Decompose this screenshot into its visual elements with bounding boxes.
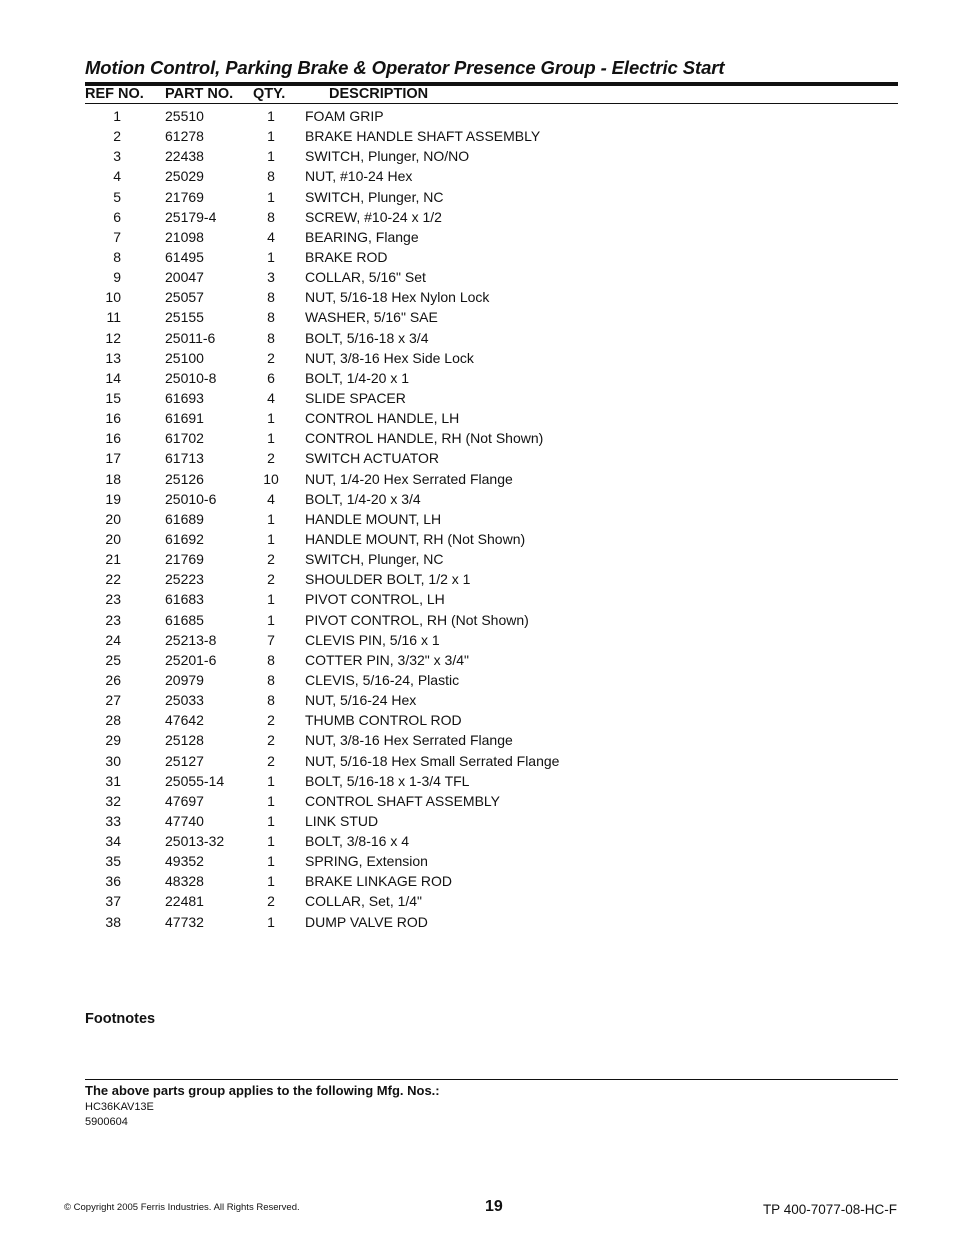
description-cell: PIVOT CONTROL, LH <box>305 591 445 608</box>
qty-cell: 10 <box>263 470 279 487</box>
part-no-cell: 25055-14 <box>165 772 225 789</box>
part-no-cell: 61685 <box>165 611 204 628</box>
table-row <box>0 771 954 791</box>
part-no-cell: 49352 <box>165 853 204 870</box>
qty-cell: 1 <box>267 913 275 930</box>
part-no-cell: 21769 <box>165 551 204 568</box>
qty-cell: 8 <box>267 692 275 709</box>
ref-no-cell: 30 <box>105 752 121 769</box>
qty-cell: 8 <box>267 329 275 346</box>
ref-no-cell: 6 <box>113 208 121 225</box>
table-row <box>0 871 954 891</box>
column-header-ref-no: REF NO. <box>85 86 144 102</box>
description-cell: BOLT, 1/4-20 x 1 <box>305 369 410 386</box>
table-row <box>0 428 954 448</box>
ref-no-cell: 14 <box>105 369 121 386</box>
ref-no-cell: 15 <box>105 389 121 406</box>
description-cell: CONTROL SHAFT ASSEMBLY <box>305 792 501 809</box>
table-row <box>0 328 954 348</box>
ref-no-cell: 2 <box>113 128 121 145</box>
table-row <box>0 267 954 287</box>
description-cell: HANDLE MOUNT, RH (Not Shown) <box>305 530 526 547</box>
table-row <box>0 106 954 126</box>
mfg-rule <box>85 1079 898 1080</box>
qty-cell: 1 <box>267 148 275 165</box>
table-row <box>0 287 954 307</box>
description-cell: THUMB CONTROL ROD <box>305 712 462 729</box>
ref-no-cell: 17 <box>105 450 121 467</box>
description-cell: NUT, 5/16-24 Hex <box>305 692 417 709</box>
ref-no-cell: 8 <box>113 248 121 265</box>
table-row <box>0 388 954 408</box>
qty-cell: 2 <box>267 752 275 769</box>
part-no-cell: 21769 <box>165 188 204 205</box>
description-cell: NUT, 3/8-16 Hex Side Lock <box>305 349 474 366</box>
table-row <box>0 146 954 166</box>
part-no-cell: 25010-6 <box>165 490 217 507</box>
copyright-notice: © Copyright 2005 Ferris Industries. All Rights Reserved. <box>64 1202 300 1213</box>
part-no-cell: 25033 <box>165 692 204 709</box>
description-cell: SLIDE SPACER <box>305 389 406 406</box>
qty-cell: 8 <box>267 309 275 326</box>
part-no-cell: 22438 <box>165 148 204 165</box>
ref-no-cell: 16 <box>105 410 121 427</box>
description-cell: COTTER PIN, 3/32" x 3/4" <box>305 651 469 668</box>
description-cell: NUT, 3/8-16 Hex Serrated Flange <box>305 732 513 749</box>
ref-no-cell: 5 <box>113 188 121 205</box>
description-cell: DUMP VALVE ROD <box>305 913 428 930</box>
table-row <box>0 509 954 529</box>
part-no-cell: 61683 <box>165 591 204 608</box>
qty-cell: 1 <box>267 853 275 870</box>
description-cell: COLLAR, 5/16" Set <box>305 269 426 286</box>
qty-cell: 1 <box>267 530 275 547</box>
qty-cell: 1 <box>267 833 275 850</box>
table-row <box>0 247 954 267</box>
ref-no-cell: 19 <box>105 490 121 507</box>
ref-no-cell: 10 <box>105 289 121 306</box>
table-row <box>0 207 954 227</box>
ref-no-cell: 4 <box>113 168 121 185</box>
part-no-cell: 25201-6 <box>165 651 217 668</box>
description-cell: BEARING, Flange <box>305 228 419 245</box>
table-row <box>0 751 954 771</box>
qty-cell: 1 <box>267 188 275 205</box>
description-cell: COLLAR, Set, 1/4" <box>305 893 423 910</box>
part-no-cell: 61702 <box>165 430 204 447</box>
qty-cell: 1 <box>267 792 275 809</box>
qty-cell: 8 <box>267 208 275 225</box>
part-no-cell: 25126 <box>165 470 204 487</box>
qty-cell: 4 <box>267 228 275 245</box>
description-cell: NUT, 1/4-20 Hex Serrated Flange <box>305 470 513 487</box>
table-row <box>0 126 954 146</box>
table-row <box>0 710 954 730</box>
part-no-cell: 25128 <box>165 732 204 749</box>
ref-no-cell: 35 <box>105 853 121 870</box>
page-title: Motion Control, Parking Brake & Operator Presence Group - Electric Start <box>85 57 725 78</box>
ref-no-cell: 26 <box>105 671 121 688</box>
table-row <box>0 831 954 851</box>
part-no-cell: 25100 <box>165 349 204 366</box>
description-cell: BOLT, 3/8-16 x 4 <box>305 833 410 850</box>
description-cell: CLEVIS, 5/16-24, Plastic <box>305 671 460 688</box>
ref-no-cell: 29 <box>105 732 121 749</box>
qty-cell: 1 <box>267 812 275 829</box>
ref-no-cell: 20 <box>105 510 121 527</box>
page-number: 19 <box>485 1198 503 1215</box>
part-no-cell: 25155 <box>165 309 204 326</box>
part-no-cell: 47642 <box>165 712 204 729</box>
part-no-cell: 61691 <box>165 410 204 427</box>
table-row <box>0 569 954 589</box>
description-cell: BOLT, 1/4-20 x 3/4 <box>305 490 421 507</box>
part-no-cell: 22481 <box>165 893 204 910</box>
description-cell: SPRING, Extension <box>305 853 428 870</box>
ref-no-cell: 12 <box>105 329 121 346</box>
mfg-number: 5900604 <box>85 1116 128 1128</box>
header-rule <box>85 103 898 104</box>
qty-cell: 6 <box>267 369 275 386</box>
qty-cell: 8 <box>267 168 275 185</box>
part-no-cell: 20047 <box>165 269 204 286</box>
ref-no-cell: 32 <box>105 792 121 809</box>
qty-cell: 2 <box>267 450 275 467</box>
description-cell: BOLT, 5/16-18 x 1-3/4 TFL <box>305 772 470 789</box>
table-row <box>0 912 954 932</box>
ref-no-cell: 16 <box>105 430 121 447</box>
description-cell: CONTROL HANDLE, RH (Not Shown) <box>305 430 544 447</box>
part-no-cell: 25223 <box>165 571 204 588</box>
part-no-cell: 61278 <box>165 128 204 145</box>
table-row <box>0 730 954 750</box>
table-row <box>0 408 954 428</box>
column-header-part-no: PART NO. <box>165 86 234 102</box>
qty-cell: 1 <box>267 873 275 890</box>
qty-cell: 1 <box>267 108 275 124</box>
table-row <box>0 589 954 609</box>
table-row <box>0 670 954 690</box>
part-no-cell: 61693 <box>165 389 204 406</box>
ref-no-cell: 23 <box>105 591 121 608</box>
column-header-description: DESCRIPTION <box>329 86 429 102</box>
part-no-cell: 61692 <box>165 530 204 547</box>
part-no-cell: 61495 <box>165 248 204 265</box>
part-no-cell: 61689 <box>165 510 204 527</box>
ref-no-cell: 1 <box>113 108 121 124</box>
description-cell: SHOULDER BOLT, 1/2 x 1 <box>305 571 471 588</box>
ref-no-cell: 27 <box>105 692 121 709</box>
qty-cell: 1 <box>267 128 275 145</box>
column-header-qty: QTY. <box>253 86 286 102</box>
qty-cell: 4 <box>267 389 275 406</box>
description-cell: SCREW, #10-24 x 1/2 <box>305 208 442 225</box>
description-cell: SWITCH ACTUATOR <box>305 450 440 467</box>
table-row <box>0 610 954 630</box>
ref-no-cell: 21 <box>105 551 121 568</box>
description-cell: CLEVIS PIN, 5/16 x 1 <box>305 631 440 648</box>
description-cell: LINK STUD <box>305 812 379 829</box>
description-cell: NUT, 5/16-18 Hex Nylon Lock <box>305 289 490 306</box>
part-no-cell: 25057 <box>165 289 204 306</box>
ref-no-cell: 22 <box>105 571 121 588</box>
table-row <box>0 166 954 186</box>
document-number: TP 400-7077-08-HC-F <box>762 1202 897 1217</box>
qty-cell: 3 <box>267 269 275 286</box>
ref-no-cell: 24 <box>105 631 121 648</box>
description-cell: NUT, 5/16-18 Hex Small Serrated Flange <box>305 752 560 769</box>
part-no-cell: 47740 <box>165 812 204 829</box>
description-cell: SWITCH, Plunger, NO/NO <box>305 148 470 165</box>
table-row <box>0 187 954 207</box>
ref-no-cell: 33 <box>105 812 121 829</box>
table-row <box>0 227 954 247</box>
table-row <box>0 811 954 831</box>
part-no-cell: 25010-8 <box>165 369 217 386</box>
table-row <box>0 307 954 327</box>
part-no-cell: 21098 <box>165 228 204 245</box>
table-row <box>0 791 954 811</box>
description-cell: SWITCH, Plunger, NC <box>305 551 444 568</box>
ref-no-cell: 7 <box>113 228 121 245</box>
table-row <box>0 549 954 569</box>
part-no-cell: 25013-32 <box>165 833 225 850</box>
part-no-cell: 25029 <box>165 168 204 185</box>
description-cell: BOLT, 5/16-18 x 3/4 <box>305 329 429 346</box>
qty-cell: 1 <box>267 430 275 447</box>
description-cell: PIVOT CONTROL, RH (Not Shown) <box>305 611 529 628</box>
qty-cell: 8 <box>267 671 275 688</box>
part-no-cell: 25213-8 <box>165 631 217 648</box>
description-cell: BRAKE ROD <box>305 248 388 265</box>
ref-no-cell: 28 <box>105 712 121 729</box>
mfg-heading: The above parts group applies to the following Mfg. Nos.: <box>85 1083 440 1098</box>
part-no-cell: 25179-4 <box>165 208 217 225</box>
ref-no-cell: 23 <box>105 611 121 628</box>
table-row <box>0 891 954 911</box>
qty-cell: 1 <box>267 510 275 527</box>
qty-cell: 2 <box>267 732 275 749</box>
description-cell: BRAKE LINKAGE ROD <box>305 873 453 890</box>
ref-no-cell: 34 <box>105 833 121 850</box>
table-row <box>0 690 954 710</box>
ref-no-cell: 25 <box>105 651 121 668</box>
ref-no-cell: 18 <box>105 470 121 487</box>
table-row <box>0 851 954 871</box>
part-no-cell: 47697 <box>165 792 204 809</box>
qty-cell: 1 <box>267 591 275 608</box>
table-row <box>0 448 954 468</box>
ref-no-cell: 36 <box>105 873 121 890</box>
qty-cell: 2 <box>267 551 275 568</box>
qty-cell: 4 <box>267 490 275 507</box>
description-cell: BRAKE HANDLE SHAFT ASSEMBLY <box>305 128 541 145</box>
qty-cell: 1 <box>267 611 275 628</box>
part-no-cell: 61713 <box>165 450 204 467</box>
part-no-cell: 20979 <box>165 671 204 688</box>
description-cell: NUT, #10-24 Hex <box>305 168 413 185</box>
qty-cell: 8 <box>267 651 275 668</box>
parts-table <box>0 106 954 932</box>
qty-cell: 7 <box>267 631 275 648</box>
ref-no-cell: 13 <box>105 349 121 366</box>
ref-no-cell: 20 <box>105 530 121 547</box>
part-no-cell: 25510 <box>165 108 204 124</box>
part-no-cell: 25127 <box>165 752 204 769</box>
qty-cell: 1 <box>267 410 275 427</box>
ref-no-cell: 37 <box>105 893 121 910</box>
qty-cell: 1 <box>267 772 275 789</box>
qty-cell: 1 <box>267 248 275 265</box>
table-row <box>0 650 954 670</box>
ref-no-cell: 11 <box>106 309 121 326</box>
ref-no-cell: 3 <box>113 148 121 165</box>
mfg-number: HC36KAV13E <box>85 1101 154 1113</box>
description-cell: SWITCH, Plunger, NC <box>305 188 444 205</box>
qty-cell: 2 <box>267 712 275 729</box>
table-row <box>0 529 954 549</box>
qty-cell: 2 <box>267 349 275 366</box>
table-row <box>0 469 954 489</box>
table-row <box>0 489 954 509</box>
ref-no-cell: 9 <box>113 269 121 286</box>
qty-cell: 2 <box>267 893 275 910</box>
part-no-cell: 47732 <box>165 913 204 930</box>
ref-no-cell: 31 <box>105 772 121 789</box>
part-no-cell: 25011-6 <box>165 329 216 346</box>
ref-no-cell: 38 <box>105 913 121 930</box>
table-row <box>0 348 954 368</box>
qty-cell: 2 <box>267 571 275 588</box>
table-row <box>0 630 954 650</box>
table-row <box>0 368 954 388</box>
footnotes-heading: Footnotes <box>85 1011 156 1027</box>
qty-cell: 8 <box>267 289 275 306</box>
description-cell: FOAM GRIP <box>305 108 384 124</box>
part-no-cell: 48328 <box>165 873 204 890</box>
description-cell: HANDLE MOUNT, LH <box>305 510 442 527</box>
description-cell: CONTROL HANDLE, LH <box>305 410 460 427</box>
description-cell: WASHER, 5/16" SAE <box>305 309 438 326</box>
